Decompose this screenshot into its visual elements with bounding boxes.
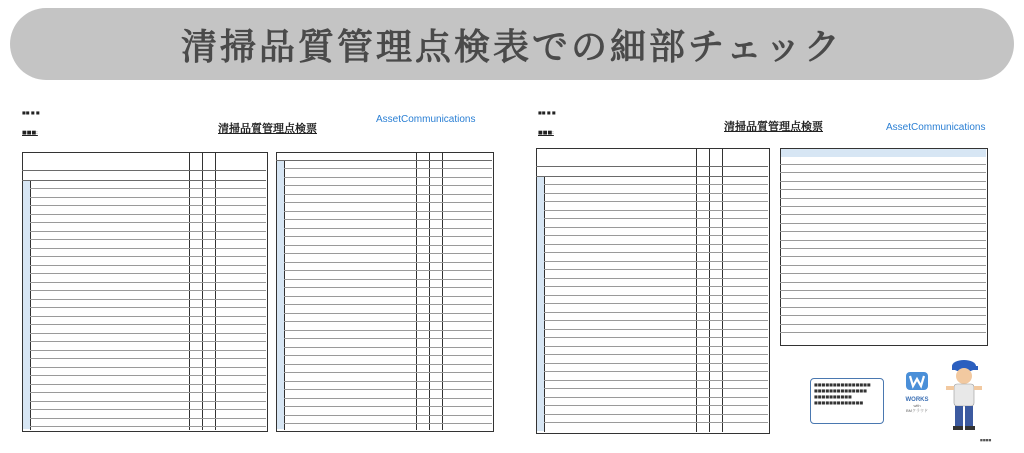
table-row-line xyxy=(284,389,492,390)
table-row-line xyxy=(30,307,266,308)
footer-code: ■■■■ xyxy=(980,438,992,442)
remarks-header xyxy=(781,149,986,157)
table-row-line xyxy=(284,185,492,186)
table-row-line xyxy=(544,329,768,330)
table-row-line xyxy=(780,324,986,325)
table-row-line xyxy=(780,315,986,316)
table-row-line xyxy=(284,245,492,246)
table-row-line xyxy=(284,194,492,195)
sheet-header-note: ■■ ■ ■ xyxy=(22,110,40,115)
table-row-line xyxy=(544,371,768,372)
title-banner xyxy=(10,8,1014,80)
table-row-line xyxy=(780,240,986,241)
table-row-line xyxy=(30,282,266,283)
table-row-line xyxy=(284,262,492,263)
table-row-line xyxy=(284,219,492,220)
table-row-line xyxy=(284,330,492,331)
table-row-line xyxy=(544,388,768,389)
table-row-line xyxy=(780,282,986,283)
table-row-line xyxy=(30,197,266,198)
table-row-line xyxy=(30,256,266,257)
table-row-line xyxy=(30,316,266,317)
with-label: with xyxy=(913,403,921,408)
table-row-line xyxy=(544,218,768,219)
banner-title: 清掃品質管理点検表での細部チェック xyxy=(181,26,843,68)
table-row-line xyxy=(30,409,266,410)
table-row-line xyxy=(284,372,492,373)
table-row-line xyxy=(30,324,266,325)
table-row-line xyxy=(284,338,492,339)
table-row-line xyxy=(284,423,492,424)
mascot-illustration xyxy=(944,356,984,432)
table-row-line xyxy=(544,286,768,287)
table-row-line xyxy=(544,235,768,236)
table-row-line xyxy=(30,222,266,223)
table-row-line xyxy=(544,422,768,423)
table-row-line xyxy=(30,341,266,342)
table-row-line xyxy=(30,231,266,232)
brand-logo-text: AssetCommunications xyxy=(886,122,986,133)
table-row-line xyxy=(544,414,768,415)
table-row-line xyxy=(780,172,986,173)
table-row-line xyxy=(284,406,492,407)
checklist-table xyxy=(536,148,770,434)
table-row-line xyxy=(780,164,986,165)
property-name-label: ■■■: xyxy=(22,130,38,136)
table-row-line xyxy=(30,214,266,215)
table-row-line xyxy=(780,214,986,215)
table-row-line xyxy=(30,358,266,359)
table-row-line xyxy=(284,321,492,322)
brand-logo-text: AssetCommunications xyxy=(376,114,476,125)
checklist-table-left xyxy=(22,152,268,432)
table-row-line xyxy=(780,181,986,182)
table-row-line xyxy=(30,290,266,291)
table-row-line xyxy=(284,355,492,356)
table-row-line xyxy=(544,320,768,321)
table-row-line xyxy=(780,198,986,199)
table-row-line xyxy=(780,290,986,291)
table-row-line xyxy=(544,354,768,355)
table-row-line xyxy=(544,193,768,194)
table-row-line xyxy=(544,380,768,381)
table-row-line xyxy=(780,206,986,207)
table-row-line xyxy=(544,405,768,406)
table-row-line xyxy=(544,210,768,211)
table-row-line xyxy=(544,312,768,313)
inspection-sheet-right xyxy=(534,108,1010,448)
table-row-line xyxy=(30,350,266,351)
table-row-line xyxy=(30,205,266,206)
table-row-line xyxy=(544,363,768,364)
table-row-line xyxy=(284,211,492,212)
table-row-line xyxy=(780,231,986,232)
table-row-line xyxy=(544,252,768,253)
table-row-line xyxy=(30,384,266,385)
remarks-box xyxy=(780,148,988,346)
table-row-line xyxy=(544,201,768,202)
table-row-line xyxy=(284,202,492,203)
table-row-line xyxy=(284,236,492,237)
table-row-line xyxy=(30,401,266,402)
cloud-label: BMクラウド xyxy=(906,408,928,413)
table-row-line xyxy=(284,287,492,288)
table-row-line xyxy=(284,279,492,280)
table-row-line xyxy=(30,333,266,334)
table-row-line xyxy=(780,298,986,299)
sheet-title: 清掃品質管理点検票 xyxy=(724,120,823,133)
table-row-line xyxy=(544,269,768,270)
table-row-line xyxy=(544,397,768,398)
table-row-line xyxy=(30,367,266,368)
table-row-line xyxy=(780,265,986,266)
table-row-line xyxy=(284,313,492,314)
table-row-line xyxy=(284,415,492,416)
table-row-line xyxy=(30,299,266,300)
table-row-line xyxy=(780,273,986,274)
table-row-line xyxy=(284,228,492,229)
table-row-line xyxy=(780,189,986,190)
table-row-line xyxy=(284,270,492,271)
table-row-line xyxy=(544,295,768,296)
sheet-title: 清掃品質管理点検票 xyxy=(218,122,317,135)
table-row-line xyxy=(780,307,986,308)
table-row-line xyxy=(284,296,492,297)
table-row-line xyxy=(544,278,768,279)
table-row-line xyxy=(284,364,492,365)
inspection-sheet-left xyxy=(18,108,496,438)
table-row-line xyxy=(30,426,266,427)
table-row-line xyxy=(30,239,266,240)
works-label: WORKS xyxy=(905,397,929,403)
table-row-line xyxy=(284,381,492,382)
table-row-line xyxy=(544,244,768,245)
table-row-line xyxy=(544,227,768,228)
table-row-line xyxy=(30,375,266,376)
sheet-header-note: ■■ ■ ■ xyxy=(538,110,556,115)
table-row-line xyxy=(780,248,986,249)
table-row-line xyxy=(30,392,266,393)
table-row-line xyxy=(284,304,492,305)
works-logo-icon xyxy=(904,370,930,392)
table-row-line xyxy=(284,177,492,178)
table-row-line xyxy=(284,168,492,169)
table-row-line xyxy=(284,398,492,399)
table-row-line xyxy=(30,273,266,274)
works-logo xyxy=(896,370,938,414)
table-row-line xyxy=(544,261,768,262)
table-row-line xyxy=(284,253,492,254)
table-row-line xyxy=(544,303,768,304)
property-name-label: ■■■: xyxy=(538,130,554,136)
table-row-line xyxy=(30,265,266,266)
table-row-line xyxy=(780,223,986,224)
table-row-line xyxy=(544,184,768,185)
table-row-line xyxy=(30,248,266,249)
company-info-box: ■■■■■■■■■■■■■■■ ■■■■■■■■■■■■■■ ■■■■■■■■■■ ■■■■■■■■■■■■■ xyxy=(810,378,884,424)
table-row-line xyxy=(30,188,266,189)
table-row-line xyxy=(30,418,266,419)
table-row-line xyxy=(780,256,986,257)
table-row-line xyxy=(780,332,986,333)
table-row-line xyxy=(284,347,492,348)
table-row-line xyxy=(544,337,768,338)
table-row-line xyxy=(544,346,768,347)
